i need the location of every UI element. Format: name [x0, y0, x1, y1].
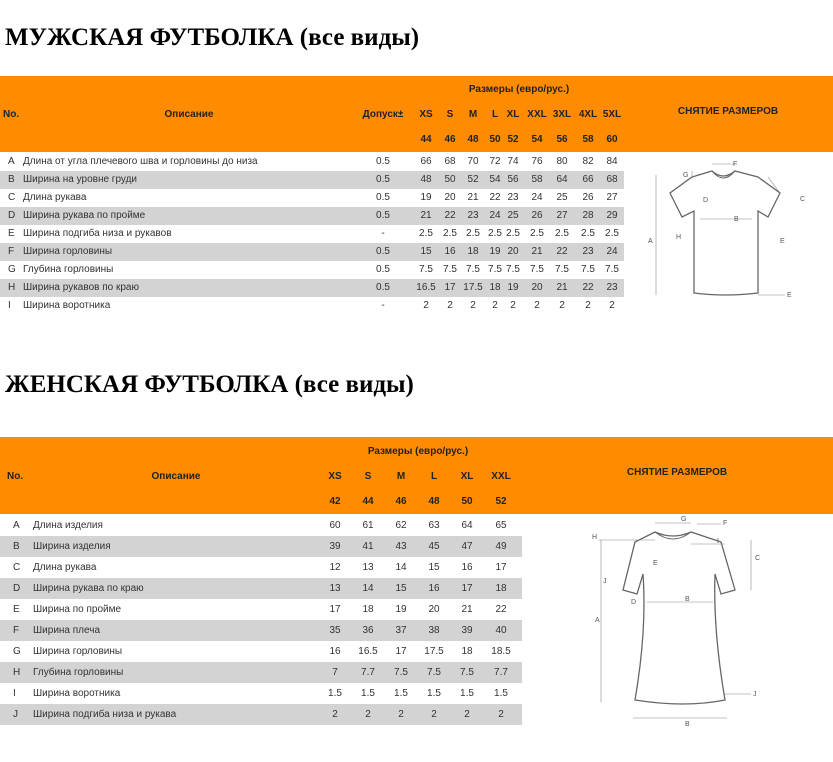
women-row-value: 45	[428, 541, 440, 552]
women-row-value: 40	[495, 625, 507, 636]
men-row-letter: H	[8, 282, 16, 293]
men-header-no: No.	[3, 109, 20, 120]
women-row-value: 36	[362, 625, 374, 636]
women-header-sizes-title: Размеры (евро/рус.)	[367, 446, 469, 457]
men-size-0: XS	[419, 109, 433, 120]
men-row-value: 7.5	[506, 264, 520, 275]
women-row-value: 13	[329, 583, 341, 594]
women-row-value: 49	[495, 541, 507, 552]
women-row-value: 38	[428, 625, 440, 636]
men-size-2: M	[468, 109, 478, 120]
men-row-value: 7.5	[581, 264, 595, 275]
men-row-tolerance: 0.5	[376, 282, 390, 293]
men-size-3: L	[491, 109, 499, 120]
men-rus-5: 54	[531, 134, 543, 145]
men-row-letter: D	[8, 210, 16, 221]
women-row-value: 17.5	[424, 646, 444, 657]
women-table-row	[0, 599, 522, 620]
women-row-description: Ширина рукава по краю	[33, 583, 144, 594]
women-row-value: 39	[329, 541, 341, 552]
men-row-letter: E	[8, 228, 15, 239]
men-row-value: 7.5	[488, 264, 502, 275]
men-row-value: 23	[582, 246, 594, 257]
men-row-description: Ширина воротника	[23, 300, 111, 311]
women-row-letter: C	[13, 562, 21, 573]
women-row-value: 17	[395, 646, 407, 657]
women-size-4: XL	[460, 471, 474, 482]
men-diagram-label-g: G	[683, 172, 689, 179]
men-row-value: 50	[444, 174, 456, 185]
men-row-value: 25	[556, 192, 568, 203]
men-tshirt-diagram	[640, 155, 810, 305]
men-row-value: 66	[420, 156, 432, 167]
men-row-description: Ширина подгиба низа и рукавов	[23, 228, 172, 239]
women-row-value: 7.7	[494, 667, 508, 678]
men-row-value: 58	[531, 174, 543, 185]
women-row-value: 20	[428, 604, 440, 615]
men-table-row	[0, 171, 624, 189]
men-row-value: 2	[585, 300, 591, 311]
men-row-value: 25	[507, 210, 519, 221]
men-row-value: 20	[507, 246, 519, 257]
women-size-5: XXL	[491, 471, 511, 482]
women-row-value: 18.5	[491, 646, 511, 657]
men-row-value: 22	[556, 246, 568, 257]
women-row-value: 41	[362, 541, 374, 552]
men-size-7: 4XL	[578, 109, 598, 120]
women-tshirt-diagram	[585, 510, 775, 730]
women-row-value: 62	[395, 520, 407, 531]
women-header-measure-title: СНЯТИЕ РАЗМЕРОВ	[626, 467, 728, 478]
men-row-value: 2	[492, 300, 498, 311]
men-size-6: 3XL	[552, 109, 572, 120]
women-rus-1: 44	[362, 496, 374, 507]
women-row-value: 65	[495, 520, 507, 531]
women-row-value: 2	[498, 709, 504, 720]
women-row-value: 43	[395, 541, 407, 552]
women-row-value: 12	[329, 562, 341, 573]
men-row-value: 7.5	[419, 264, 433, 275]
men-row-value: 2	[470, 300, 476, 311]
women-row-description: Ширина подгиба низа и рукава	[33, 709, 177, 720]
women-row-value: 7.5	[427, 667, 441, 678]
women-row-letter: A	[13, 520, 20, 531]
women-diagram-label-c: C	[755, 555, 761, 562]
men-diagram-label-b: B	[734, 216, 739, 223]
men-row-value: 7.5	[555, 264, 569, 275]
men-size-8: 5XL	[602, 109, 622, 120]
women-row-value: 1.5	[494, 688, 508, 699]
women-diagram-label-b2: B	[685, 721, 690, 728]
men-row-value: 74	[507, 156, 519, 167]
men-row-value: 66	[582, 174, 594, 185]
men-diagram-label-e: E	[780, 238, 785, 245]
men-row-value: 2	[447, 300, 453, 311]
men-header-band	[0, 76, 833, 152]
women-diagram-label-i: I	[717, 538, 719, 545]
women-row-value: 17	[461, 583, 473, 594]
men-row-value: 2	[510, 300, 516, 311]
women-row-value: 2	[464, 709, 470, 720]
men-row-value: 19	[489, 246, 501, 257]
men-row-value: 27	[556, 210, 568, 221]
men-row-value: 52	[467, 174, 479, 185]
women-table-row	[0, 620, 522, 641]
men-row-value: 68	[606, 174, 618, 185]
women-row-value: 16	[428, 583, 440, 594]
women-table-row	[0, 578, 522, 599]
men-row-value: 2.5	[605, 228, 619, 239]
women-table-row	[0, 515, 522, 536]
women-diagram-label-d: D	[631, 599, 637, 606]
men-table-row	[0, 225, 624, 243]
women-row-letter: F	[13, 625, 20, 636]
women-row-value: 13	[362, 562, 374, 573]
men-row-value: 16	[444, 246, 456, 257]
women-size-0: XS	[328, 471, 342, 482]
men-diagram-label-c: C	[800, 196, 806, 203]
men-row-value: 64	[556, 174, 568, 185]
men-row-value: 56	[507, 174, 519, 185]
women-row-value: 7.5	[394, 667, 408, 678]
women-row-value: 2	[365, 709, 371, 720]
women-row-value: 1.5	[427, 688, 441, 699]
men-row-value: 7.5	[530, 264, 544, 275]
women-diagram-label-h: H	[592, 534, 598, 541]
men-row-value: 2.5	[443, 228, 457, 239]
women-row-value: 35	[329, 625, 341, 636]
women-row-value: 7.5	[460, 667, 474, 678]
men-row-value: 2.5	[419, 228, 433, 239]
men-row-tolerance: -	[381, 228, 385, 239]
men-row-value: 26	[582, 192, 594, 203]
men-row-value: 22	[444, 210, 456, 221]
men-row-tolerance: 0.5	[376, 264, 390, 275]
women-row-letter: G	[13, 646, 21, 657]
men-row-description: Длина от угла плечевого шва и горловины до низа	[23, 156, 258, 167]
men-size-5: XXL	[527, 109, 547, 120]
men-table-row	[0, 243, 624, 261]
men-row-value: 2.5	[506, 228, 520, 239]
men-header-sizes-title: Размеры (евро/рус.)	[468, 84, 570, 95]
men-row-value: 2.5	[581, 228, 595, 239]
men-row-tolerance: -	[381, 300, 385, 311]
men-row-letter: I	[8, 300, 11, 311]
men-row-description: Ширина рукавов по краю	[23, 282, 139, 293]
men-row-value: 18	[489, 282, 501, 293]
men-header-tolerance: Допуск±	[362, 109, 404, 120]
men-row-value: 20	[531, 282, 543, 293]
men-row-value: 68	[444, 156, 456, 167]
women-size-2: M	[396, 471, 406, 482]
women-row-value: 63	[428, 520, 440, 531]
men-diagram-label-a: A	[648, 238, 653, 245]
men-row-value: 18	[467, 246, 479, 257]
men-table-row	[0, 279, 624, 297]
men-row-value: 19	[420, 192, 432, 203]
women-row-value: 15	[395, 583, 407, 594]
women-diagram-label-j2: J	[753, 691, 757, 698]
men-diagram-label-d: D	[703, 197, 709, 204]
men-row-value: 17.5	[463, 282, 483, 293]
men-row-description: Ширина горловины	[23, 246, 113, 257]
men-row-value: 72	[489, 156, 501, 167]
women-row-value: 14	[362, 583, 374, 594]
men-rus-8: 60	[606, 134, 618, 145]
men-row-description: Ширина рукава по пройме	[23, 210, 146, 221]
women-row-description: Ширина изделия	[33, 541, 111, 552]
women-row-value: 18	[461, 646, 473, 657]
men-row-letter: G	[8, 264, 16, 275]
men-table-row	[0, 153, 624, 171]
men-row-value: 15	[420, 246, 432, 257]
women-row-value: 19	[395, 604, 407, 615]
men-row-value: 22	[582, 282, 594, 293]
men-header-measure-title: СНЯТИЕ РАЗМЕРОВ	[677, 106, 779, 117]
men-size-4: XL	[506, 109, 520, 120]
women-row-description: Ширина плеча	[33, 625, 101, 636]
women-row-value: 61	[362, 520, 374, 531]
women-diagram-label-g: G	[681, 516, 687, 523]
men-rus-2: 48	[467, 134, 479, 145]
men-row-tolerance: 0.5	[376, 246, 390, 257]
men-row-value: 2	[609, 300, 615, 311]
men-row-value: 20	[444, 192, 456, 203]
men-row-value: 2.5	[488, 228, 502, 239]
men-row-tolerance: 0.5	[376, 156, 390, 167]
men-table-row	[0, 297, 624, 315]
women-row-value: 17	[495, 562, 507, 573]
women-diagram-label-e: E	[653, 560, 658, 567]
men-row-value: 27	[606, 192, 618, 203]
men-row-description: Ширина на уровне груди	[23, 174, 137, 185]
women-row-description: Ширина воротника	[33, 688, 121, 699]
men-row-value: 70	[467, 156, 479, 167]
men-row-value: 48	[420, 174, 432, 185]
women-row-value: 18	[362, 604, 374, 615]
men-row-value: 21	[420, 210, 432, 221]
men-row-value: 23	[467, 210, 479, 221]
women-table-row	[0, 683, 522, 704]
women-header-band	[0, 437, 833, 514]
men-row-value: 2.5	[530, 228, 544, 239]
men-row-letter: B	[8, 174, 15, 185]
women-row-value: 1.5	[328, 688, 342, 699]
men-row-value: 84	[606, 156, 618, 167]
men-row-value: 7.5	[443, 264, 457, 275]
women-rus-5: 52	[495, 496, 507, 507]
women-rus-3: 48	[428, 496, 440, 507]
men-row-value: 21	[531, 246, 543, 257]
men-rus-1: 46	[444, 134, 456, 145]
women-row-value: 17	[329, 604, 341, 615]
men-row-value: 23	[606, 282, 618, 293]
men-row-value: 17	[444, 282, 456, 293]
men-row-value: 2	[423, 300, 429, 311]
women-row-description: Ширина по пройме	[33, 604, 122, 615]
women-table-row	[0, 662, 522, 683]
women-row-description: Длина изделия	[33, 520, 103, 531]
women-diagram-label-b: B	[685, 596, 690, 603]
men-rus-4: 52	[507, 134, 519, 145]
women-row-letter: D	[13, 583, 21, 594]
women-row-value: 64	[461, 520, 473, 531]
men-row-value: 2	[534, 300, 540, 311]
women-row-value: 1.5	[361, 688, 375, 699]
men-row-value: 28	[582, 210, 594, 221]
women-table-row	[0, 536, 522, 557]
women-rus-0: 42	[329, 496, 341, 507]
women-row-letter: B	[13, 541, 20, 552]
men-diagram-label-h: H	[676, 234, 682, 241]
men-row-value: 80	[556, 156, 568, 167]
women-row-description: Ширина горловины	[33, 646, 123, 657]
women-row-value: 21	[461, 604, 473, 615]
women-row-value: 1.5	[394, 688, 408, 699]
women-rus-4: 50	[461, 496, 473, 507]
men-rus-0: 44	[420, 134, 432, 145]
men-title: МУЖСКАЯ ФУТБОЛКА (все виды)	[5, 24, 420, 51]
men-row-tolerance: 0.5	[376, 192, 390, 203]
men-rus-6: 56	[556, 134, 568, 145]
women-row-description: Глубина горловины	[33, 667, 124, 678]
men-row-value: 2.5	[555, 228, 569, 239]
men-row-description: Длина рукава	[23, 192, 87, 203]
men-row-value: 7.5	[466, 264, 480, 275]
men-row-value: 2.5	[466, 228, 480, 239]
men-rus-3: 50	[489, 134, 501, 145]
men-row-value: 21	[467, 192, 479, 203]
women-row-value: 2	[431, 709, 437, 720]
men-row-description: Глубина горловины	[23, 264, 114, 275]
men-row-letter: A	[8, 156, 15, 167]
women-header-description: Описание	[151, 471, 201, 482]
women-row-value: 37	[395, 625, 407, 636]
men-table-row	[0, 189, 624, 207]
women-row-value: 18	[495, 583, 507, 594]
women-row-letter: E	[13, 604, 20, 615]
men-row-value: 19	[507, 282, 519, 293]
women-row-value: 15	[428, 562, 440, 573]
men-table-row	[0, 207, 624, 225]
women-row-value: 16	[329, 646, 341, 657]
men-rus-7: 58	[582, 134, 594, 145]
women-diagram-label-f: F	[723, 520, 728, 527]
men-row-value: 24	[531, 192, 543, 203]
men-row-value: 24	[606, 246, 618, 257]
women-diagram-label-a: A	[595, 617, 600, 624]
women-row-value: 14	[395, 562, 407, 573]
men-row-value: 24	[489, 210, 501, 221]
men-row-value: 82	[582, 156, 594, 167]
men-table-row	[0, 261, 624, 279]
women-row-letter: J	[13, 709, 18, 720]
women-title: ЖЕНСКАЯ ФУТБОЛКА (все виды)	[5, 371, 414, 398]
women-row-letter: I	[13, 688, 16, 699]
women-rus-2: 46	[395, 496, 407, 507]
women-row-value: 16	[461, 562, 473, 573]
men-diagram-label-e2: E	[787, 292, 792, 299]
women-row-value: 16.5	[358, 646, 378, 657]
men-row-letter: C	[8, 192, 16, 203]
women-row-value: 60	[329, 520, 341, 531]
men-row-tolerance: 0.5	[376, 174, 390, 185]
women-table-row	[0, 704, 522, 725]
women-row-letter: H	[13, 667, 21, 678]
men-row-value: 2	[559, 300, 565, 311]
men-row-letter: F	[8, 246, 15, 257]
women-row-value: 7	[332, 667, 338, 678]
women-table-row	[0, 641, 522, 662]
women-row-value: 22	[495, 604, 507, 615]
men-row-value: 76	[531, 156, 543, 167]
men-row-value: 16.5	[416, 282, 436, 293]
women-row-value: 1.5	[460, 688, 474, 699]
women-diagram-label-j: J	[603, 578, 607, 585]
men-row-value: 26	[531, 210, 543, 221]
men-row-value: 29	[606, 210, 618, 221]
men-row-value: 21	[556, 282, 568, 293]
men-diagram-label-f: F	[733, 161, 738, 168]
women-row-description: Длина рукава	[33, 562, 97, 573]
men-row-value: 7.5	[605, 264, 619, 275]
women-row-value: 2	[332, 709, 338, 720]
men-size-1: S	[446, 109, 454, 120]
women-row-value: 47	[461, 541, 473, 552]
women-size-1: S	[364, 471, 372, 482]
men-header-description: Описание	[164, 109, 214, 120]
men-row-value: 22	[489, 192, 501, 203]
women-row-value: 2	[398, 709, 404, 720]
men-row-value: 54	[489, 174, 501, 185]
men-row-value: 23	[507, 192, 519, 203]
women-table-row	[0, 557, 522, 578]
women-row-value: 39	[461, 625, 473, 636]
women-row-value: 7.7	[361, 667, 375, 678]
women-size-3: L	[430, 471, 438, 482]
women-header-no: No.	[7, 471, 24, 482]
men-row-tolerance: 0.5	[376, 210, 390, 221]
